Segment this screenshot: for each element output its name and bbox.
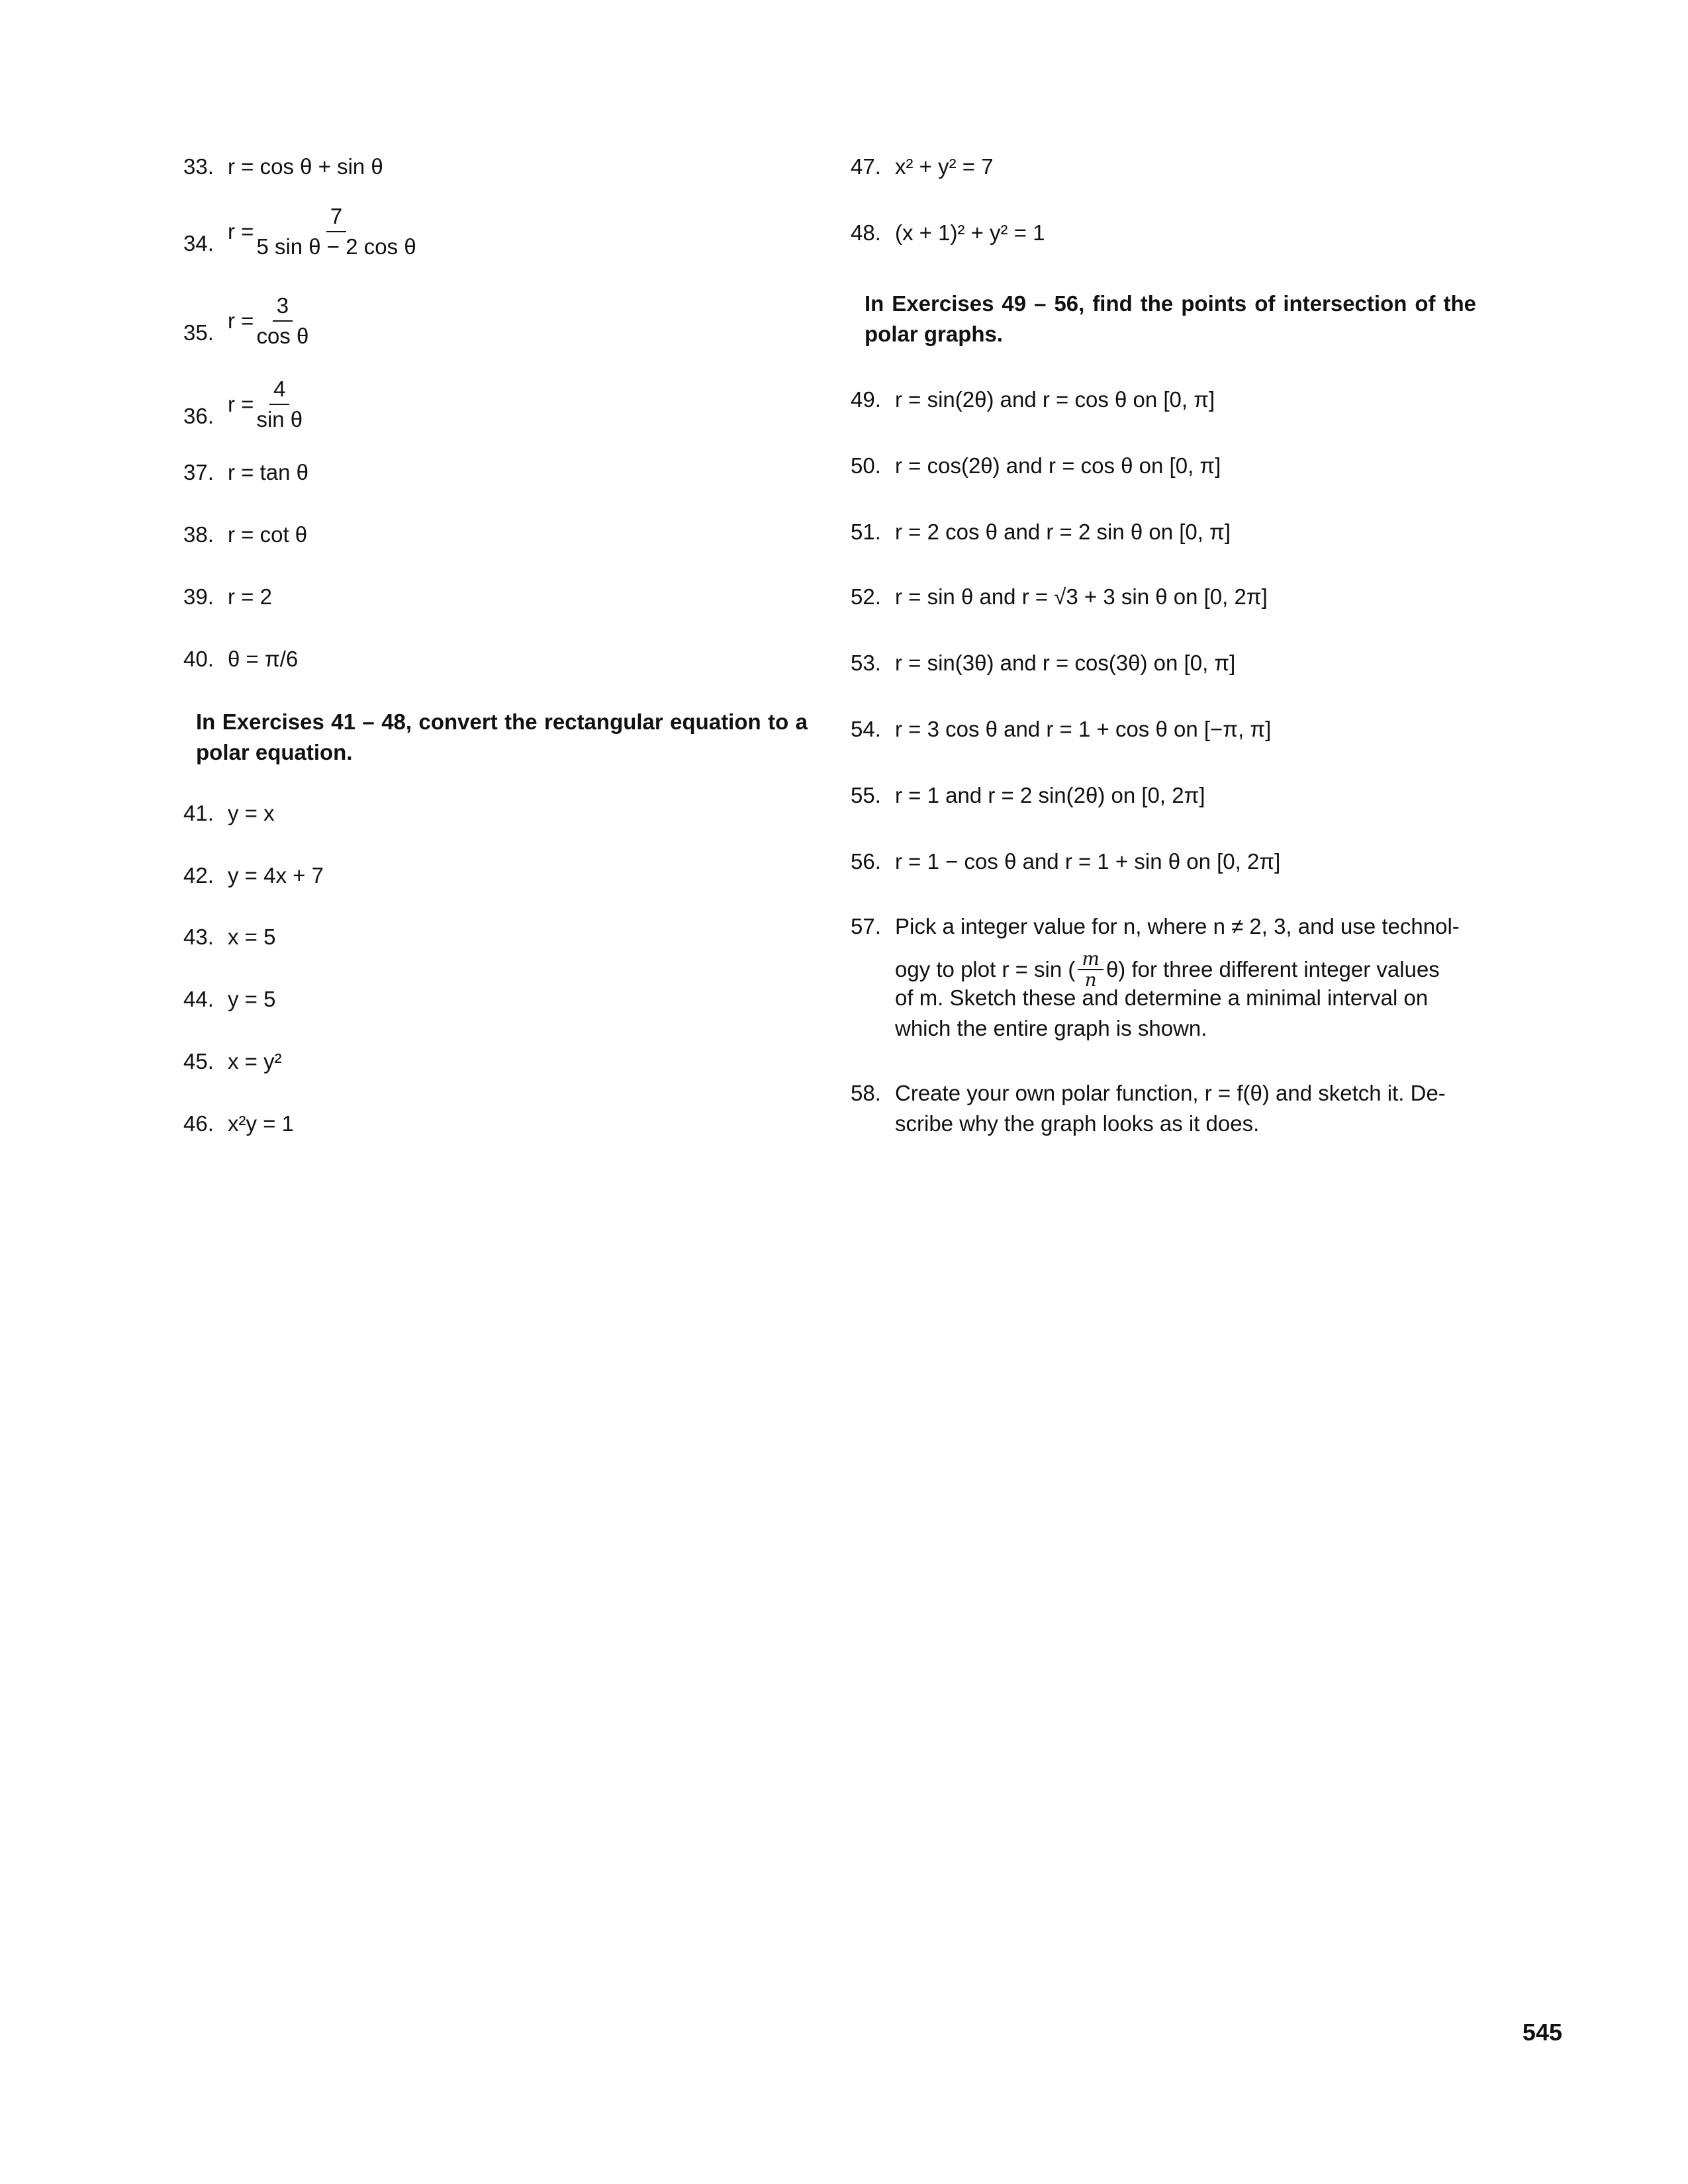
exercise-number: 46. [183,1111,214,1136]
text-part: θ) for three different integer values [1105,957,1440,981]
exercise-number: 38. [183,522,214,547]
fraction [256,291,308,351]
exercise-number: 49. [851,387,881,412]
numerator: 4 [269,375,289,405]
exercise-number: 41. [183,801,214,825]
exercise-number: 47. [851,154,881,179]
exercise-number: 57. [851,914,881,938]
exercise-equation: r = cos(2θ) and r = cos θ on [0, π] [895,453,1221,478]
fraction [256,202,416,261]
denominator: sin θ [256,407,303,432]
exercise-number: 55. [851,783,881,807]
exercise-equation: r = sin(2θ) and r = cos θ on [0, π] [895,387,1215,412]
exercise-equation: x = 5 [228,925,276,949]
exercise-number: 44. [183,987,214,1011]
fraction [1078,949,1103,990]
denominator: 5 sin θ − 2 cos θ [256,234,416,259]
exercise-equation: x = y² [228,1049,282,1073]
exercise-equation: r = 1 and r = 2 sin(2θ) on [0, 2π] [895,783,1205,807]
exercise-number: 45. [183,1049,214,1073]
exercise-text-line: Create your own polar function, r = f(θ) and sketch it. De- [895,1081,1446,1105]
exercise-number: 40. [183,647,214,671]
exercise-text-line: scribe why the graph looks as it does. [895,1111,1260,1136]
exercise-number: 33. [183,154,214,179]
exercise-equation: (x + 1)² + y² = 1 [895,220,1045,245]
exercise-equation: r = sin(3θ) and r = cos(3θ) on [0, π] [895,651,1236,675]
exercise-text-line [895,949,1440,990]
exercise-number: 42. [183,863,214,887]
exercise-equation: r = 2 cos θ and r = 2 sin θ on [0, π] [895,520,1231,544]
exercise-equation: y = 4x + 7 [228,863,324,887]
exercise-equation: r = 2 [228,584,272,609]
exercise-equation: y = 5 [228,987,276,1011]
denominator: cos θ [256,324,309,348]
exercise-equation: r = cos θ + sin θ [228,154,383,179]
exercise-equation: r = tan θ [228,460,308,484]
exercise-number: 53. [851,651,881,675]
exercise-equation [228,291,311,351]
exercise-number: 37. [183,460,214,484]
numerator: 3 [273,291,293,322]
exercise-equation: θ = π/6 [228,647,299,671]
exercise-number: 58. [851,1081,881,1105]
exercise-number: 34. [183,231,214,255]
exercise-equation: y = x [228,801,275,825]
page-number: 545 [1522,2019,1562,2046]
numerator: m [1078,949,1103,970]
exercise-number: 50. [851,453,881,478]
exercise-number: 52. [851,584,881,609]
exercise-equation: r = sin θ and r = √3 + 3 sin θ on [0, 2π] [895,584,1268,609]
equation-lhs: r = [228,219,254,244]
exercise-equation: r = 1 − cos θ and r = 1 + sin θ on [0, 2π] [895,849,1281,874]
exercise-number: 35. [183,320,214,345]
exercise-number: 56. [851,849,881,874]
equation-lhs: r = [228,392,254,416]
exercise-text-line: of m. Sketch these and determine a minimal interval on [895,985,1429,1010]
exercise-number: 51. [851,520,881,544]
equation-lhs: r = [228,308,254,333]
exercise-number: 36. [183,404,214,428]
exercise-text-line: Pick a integer value for n, where n ≠ 2, 3, and use technol- [895,914,1460,938]
section-heading-41-48: In Exercises 41 – 48, convert the rectangular equation to a polar equation. [196,709,808,764]
denominator: n [1084,969,1097,991]
exercise-number: 39. [183,584,214,609]
text-part: ogy to plot r = sin ( [895,957,1076,981]
exercise-number: 48. [851,220,881,245]
exercise-number: 54. [851,717,881,741]
section-heading-49-56: In Exercises 49 – 56, find the points of intersection of the polar graphs. [865,291,1476,346]
exercise-equation: x²y = 1 [228,1111,294,1136]
exercise-equation: x² + y² = 7 [895,154,994,179]
exercise-equation: r = cot θ [228,522,308,547]
exercise-text-line: which the entire graph is shown. [895,1016,1207,1040]
fraction [256,375,303,434]
exercise-equation: r = 3 cos θ and r = 1 + cos θ on [−π, π] [895,717,1272,741]
exercise-number: 43. [183,925,214,949]
exercise-equation [228,202,419,261]
exercise-equation [228,375,305,434]
numerator: 7 [326,202,346,232]
